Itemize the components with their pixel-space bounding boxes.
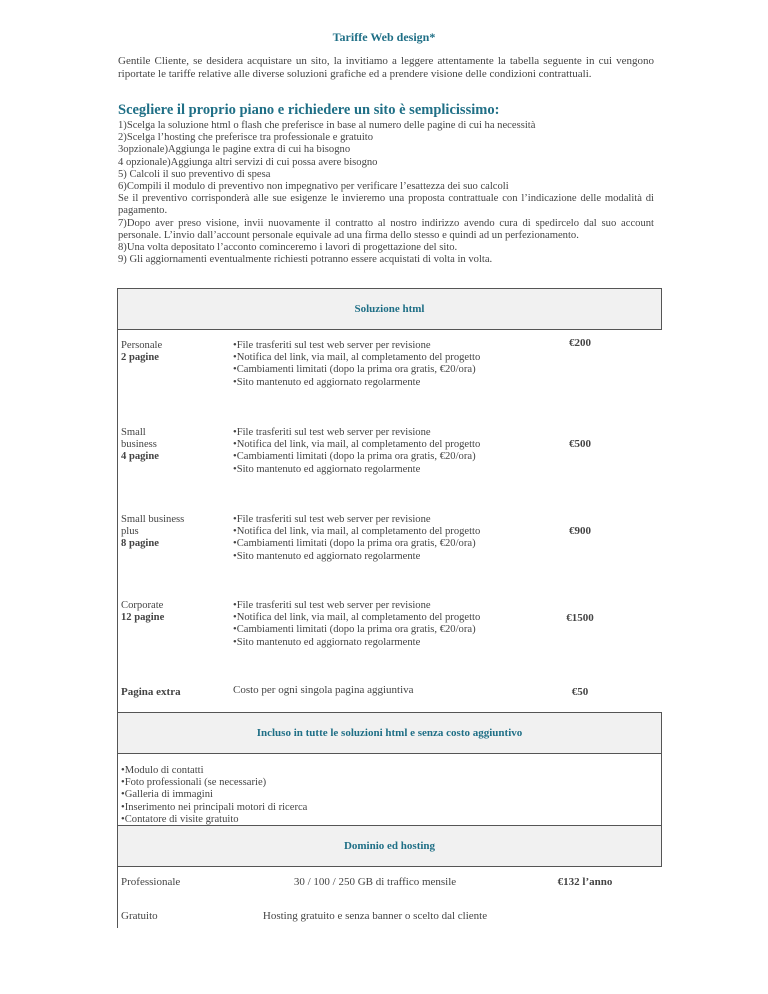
feature-item: •Notifica del link, via mail, al completamento del progetto bbox=[233, 612, 481, 624]
intro-paragraph: Gentile Cliente, se desidera acquistare un sito, la invitiamo a leggere attentamente la tabella seguente in cui vengono riportate le tariffe relative alle diverse soluzioni grafiche ed a prendere visione delle condizioni contrattuali. bbox=[118, 55, 654, 80]
step-item: 3opzionale)Aggiunga le pagine extra di cui ha bisogno bbox=[118, 144, 351, 156]
extra-page-price: €50 bbox=[571, 686, 589, 698]
step-item: 4 opzionale)Aggiunga altri servizi di cui possa avere bisogno bbox=[118, 156, 378, 168]
step-item: 9) Gli aggiornamenti eventualmente richiesti potranno essere acquistati di volta in volta. bbox=[118, 254, 493, 266]
hosting-desc: 30 / 100 / 250 GB di traffico mensile bbox=[293, 876, 457, 888]
included-item: •Inserimento nei principali motori di ricerca bbox=[121, 801, 308, 813]
plan-features bbox=[233, 340, 491, 389]
plan-price: €900 bbox=[569, 525, 591, 537]
section-heading: Scegliere il proprio piano e richiedere un sito è semplicissimo: bbox=[118, 102, 500, 118]
included-list bbox=[121, 765, 521, 826]
included-item: •Foto professionali (se necessarie) bbox=[121, 777, 267, 789]
feature-item: •File trasferiti sul test web server per revisione bbox=[233, 600, 431, 611]
steps-list bbox=[118, 120, 654, 266]
included-item: •Contatore di visite gratuito bbox=[121, 813, 239, 825]
feature-item: •Cambiamenti limitati (dopo la prima ora gratis, €20/ora) bbox=[233, 364, 476, 376]
step-item: 8)Una volta depositato l’acconto cominceremo i lavori di progettazione del sito. bbox=[118, 242, 458, 254]
extra-page-desc: Costo per ogni singola pagina aggiuntiva bbox=[233, 684, 414, 696]
plan-pages: 2 pagine bbox=[121, 352, 159, 363]
included-item: •Galleria di immagini bbox=[121, 789, 213, 801]
step-item: 6)Compili il modulo di preventivo non impegnativo per verificare l’esattezza dei suo calcoli bbox=[118, 181, 509, 193]
feature-item: •Notifica del link, via mail, al completamento del progetto bbox=[233, 526, 481, 538]
feature-item: •Sito mantenuto ed aggiornato regolarmente bbox=[233, 636, 421, 648]
plan-price: €500 bbox=[569, 438, 591, 450]
feature-item: •Cambiamenti limitati (dopo la prima ora gratis, €20/ora) bbox=[233, 624, 476, 636]
included-section-title: Incluso in tutte le soluzioni html e senza costo aggiuntivo bbox=[256, 727, 523, 739]
plan-pages: 12 pagine bbox=[121, 612, 165, 623]
step-item: 1)Scelga la soluzione html o flash che preferisce in base al numero delle pagine di cui ha necessità bbox=[118, 120, 536, 131]
html-section-title: Soluzione html bbox=[354, 303, 425, 315]
plan-name: Corporate bbox=[121, 600, 164, 611]
plan-pages: 8 pagine bbox=[121, 538, 159, 549]
feature-item: •Sito mantenuto ed aggiornato regolarmente bbox=[233, 550, 421, 562]
feature-item: •Notifica del link, via mail, al completamento del progetto bbox=[233, 352, 481, 364]
page-title: Tariffe Web design* bbox=[332, 30, 436, 44]
hosting-price: €132 l’anno bbox=[557, 876, 613, 888]
plan-name: Small business plus bbox=[121, 514, 185, 538]
hosting-section-title: Dominio ed hosting bbox=[343, 840, 436, 852]
plan-name: Personale bbox=[121, 340, 163, 351]
step-item: 2)Scelga l’hosting che preferisce tra professionale e gratuito bbox=[118, 132, 374, 144]
plan-features bbox=[233, 427, 491, 476]
hosting-desc: Hosting gratuito e senza banner o scelto dal cliente bbox=[262, 910, 488, 922]
step-item: 5) Calcoli il suo preventivo di spesa bbox=[118, 168, 271, 180]
feature-item: •Sito mantenuto ed aggiornato regolarmente bbox=[233, 376, 421, 388]
step-item: 7)Dopo aver preso visione, invii nuovamente il contratto al nostro indirizzo avendo cura di spedircelo dal suo account personale. L’invio dall’account personale equivale ad una firma dello stesso e quindi ad un perfezionamento. bbox=[118, 217, 654, 241]
feature-item: •Cambiamenti limitati (dopo la prima ora gratis, €20/ora) bbox=[233, 538, 476, 550]
feature-item: •File trasferiti sul test web server per revisione bbox=[233, 340, 431, 351]
hosting-name: Professionale bbox=[121, 876, 181, 888]
plan-name: Small business bbox=[121, 427, 157, 451]
plan-features bbox=[233, 600, 491, 649]
feature-item: •File trasferiti sul test web server per revisione bbox=[233, 514, 431, 525]
feature-item: •Sito mantenuto ed aggiornato regolarmente bbox=[233, 463, 421, 475]
plan-price: €1500 bbox=[566, 612, 594, 624]
hosting-name: Gratuito bbox=[121, 910, 158, 922]
plan-price: €200 bbox=[569, 337, 591, 349]
feature-item: •File trasferiti sul test web server per revisione bbox=[233, 427, 431, 438]
plan-pages: 4 pagine bbox=[121, 451, 159, 462]
included-item: •Modulo di contatti bbox=[121, 765, 204, 776]
feature-item: •Cambiamenti limitati (dopo la prima ora gratis, €20/ora) bbox=[233, 451, 476, 463]
feature-item: •Notifica del link, via mail, al completamento del progetto bbox=[233, 439, 481, 451]
extra-page-name: Pagina extra bbox=[121, 686, 181, 698]
step-item: Se il preventivo corrisponderà alle sue esigenze le invieremo una proposta contrattuale con l’indicazione delle modalità di pagamento. bbox=[118, 193, 654, 217]
table-left-border bbox=[117, 288, 118, 928]
plan-features bbox=[233, 514, 491, 563]
